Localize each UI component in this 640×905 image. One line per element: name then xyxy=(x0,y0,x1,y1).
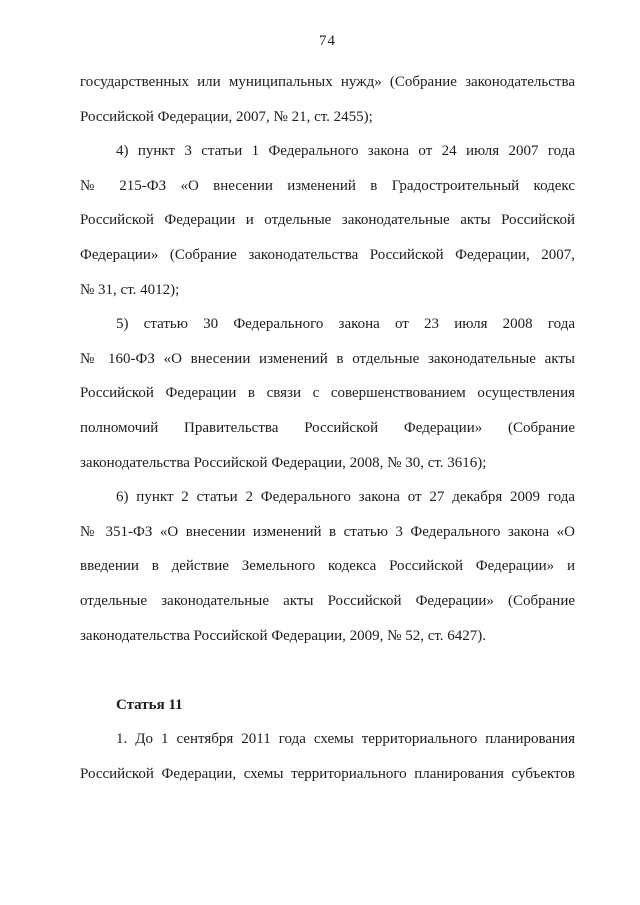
text-line: законодательства Российской Федерации, 2009, № 52, ст. 6427). xyxy=(80,627,487,644)
blank-line xyxy=(80,653,575,688)
text-line: полномочий Правительства Российской Федерации» (Собрание xyxy=(80,419,575,436)
text-line: Российской Федерации в связи с совершенствованием осуществления xyxy=(80,385,575,402)
paragraph-1 xyxy=(80,722,575,791)
text-line: 6) пункт 2 статьи 2 Федерального закона от 27 декабря 2009 года xyxy=(116,489,575,506)
text-line: Федерации» (Собрание законодательства Российской Федерации, 2007, xyxy=(80,246,575,263)
paragraph-continuation xyxy=(80,65,575,134)
text-line: 5) статью 30 Федерального закона от 23 июля 2008 года xyxy=(116,316,575,333)
text-line: № 160-ФЗ «О внесении изменений в отдельные законодательные акты xyxy=(80,350,575,367)
text-line: введении в действие Земельного кодекса Российской Федерации» и xyxy=(80,558,575,575)
text-line: № 31, ст. 4012); xyxy=(80,281,180,298)
text-line: 1. До 1 сентября 2011 года схемы территориального планирования xyxy=(116,731,575,748)
page-number: 74 xyxy=(319,33,336,49)
text-line: № 215-ФЗ «О внесении изменений в Градостроительный кодекс xyxy=(80,177,575,194)
text-line: Российской Федерации и отдельные законодательные акты Российской xyxy=(80,212,575,229)
text-line: № 351-ФЗ «О внесении изменений в статью 3 Федерального закона «О xyxy=(80,523,575,540)
article-heading: Статья 11 xyxy=(116,696,183,713)
text-line: Российской Федерации, 2007, № 21, ст. 2455); xyxy=(80,108,373,125)
list-item-6 xyxy=(80,480,575,653)
text-line: государственных или муниципальных нужд» (Собрание законодательства xyxy=(80,74,575,90)
text-line: отдельные законодательные акты Российской Федерации» (Собрание xyxy=(80,592,575,609)
list-item-4 xyxy=(80,134,575,307)
text-line: законодательства Российской Федерации, 2008, № 30, ст. 3616); xyxy=(80,454,487,471)
list-item-5 xyxy=(80,307,575,480)
text-line: Российской Федерации, схемы территориального планирования субъектов xyxy=(80,765,575,782)
text-line: 4) пункт 3 статьи 1 Федерального закона от 24 июля 2007 года xyxy=(116,143,575,160)
